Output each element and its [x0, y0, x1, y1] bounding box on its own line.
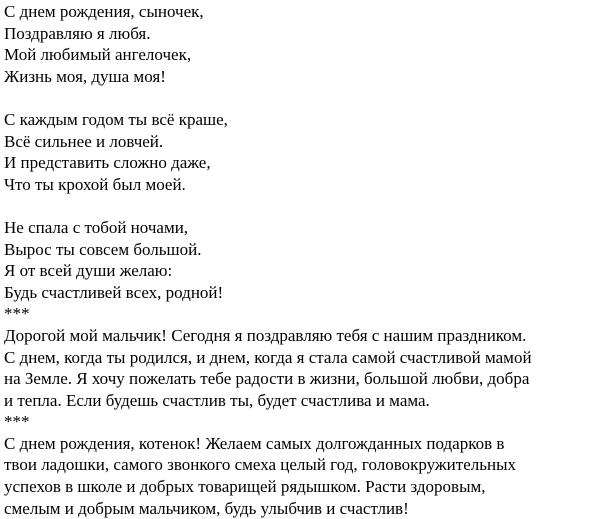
- text-line: на Земле. Я хочу пожелать тебе радости в жизни, большой любви, добра: [4, 369, 530, 389]
- poem-stanza-3: [4, 217, 612, 303]
- text-line: Всё сильнее и ловчей.: [4, 131, 164, 151]
- stanza-gap: [4, 87, 612, 109]
- text-line: Жизнь моя, душа моя!: [4, 66, 166, 86]
- text-line: Дорогой мой мальчик! Сегодня я поздравляю тебя с нашим праздником.: [4, 325, 527, 345]
- text-line: И представить сложно даже,: [4, 153, 211, 173]
- poem-stanza-1: [4, 1, 612, 87]
- text-line: С днем, когда ты родился, и днем, когда я стала самой счастливой мамой: [4, 347, 532, 367]
- text-line: успехов в школе и добрых товарищей рядышком. Расти здоровым,: [4, 477, 486, 497]
- text-line: С днем рождения, котенок! Желаем самых долгожданных подарков в: [4, 433, 505, 453]
- text-line: Что ты крохой был моей.: [4, 174, 186, 194]
- section-separator: ***: [4, 412, 30, 432]
- text-line: и тепла. Если будешь счастлив ты, будет счастлива и мама.: [4, 390, 430, 410]
- text-line: С днем рождения, сыночек,: [4, 2, 204, 21]
- section-separator: ***: [4, 304, 30, 324]
- greeting-document: [4, 0, 612, 519]
- poem-stanza-2: [4, 109, 612, 195]
- text-line: С каждым годом ты всё краше,: [4, 109, 228, 129]
- prose-paragraph-2: [4, 433, 612, 519]
- stanza-gap: [4, 195, 612, 217]
- text-line: смелым и добрым мальчиком, будь улыбчив и счастлив!: [4, 498, 409, 518]
- text-line: Я от всей души желаю:: [4, 261, 173, 281]
- text-line: Будь счастливей всех, родной!: [4, 282, 224, 302]
- text-line: Вырос ты совсем большой.: [4, 239, 202, 259]
- prose-paragraph-1: [4, 325, 612, 411]
- text-line: твои ладошки, самого звонкого смеха целый год, головокружительных: [4, 455, 516, 475]
- text-line: Не спала с тобой ночами,: [4, 217, 189, 237]
- text-line: Мой любимый ангелочек,: [4, 45, 192, 65]
- text-line: Поздравляю я любя.: [4, 23, 151, 43]
